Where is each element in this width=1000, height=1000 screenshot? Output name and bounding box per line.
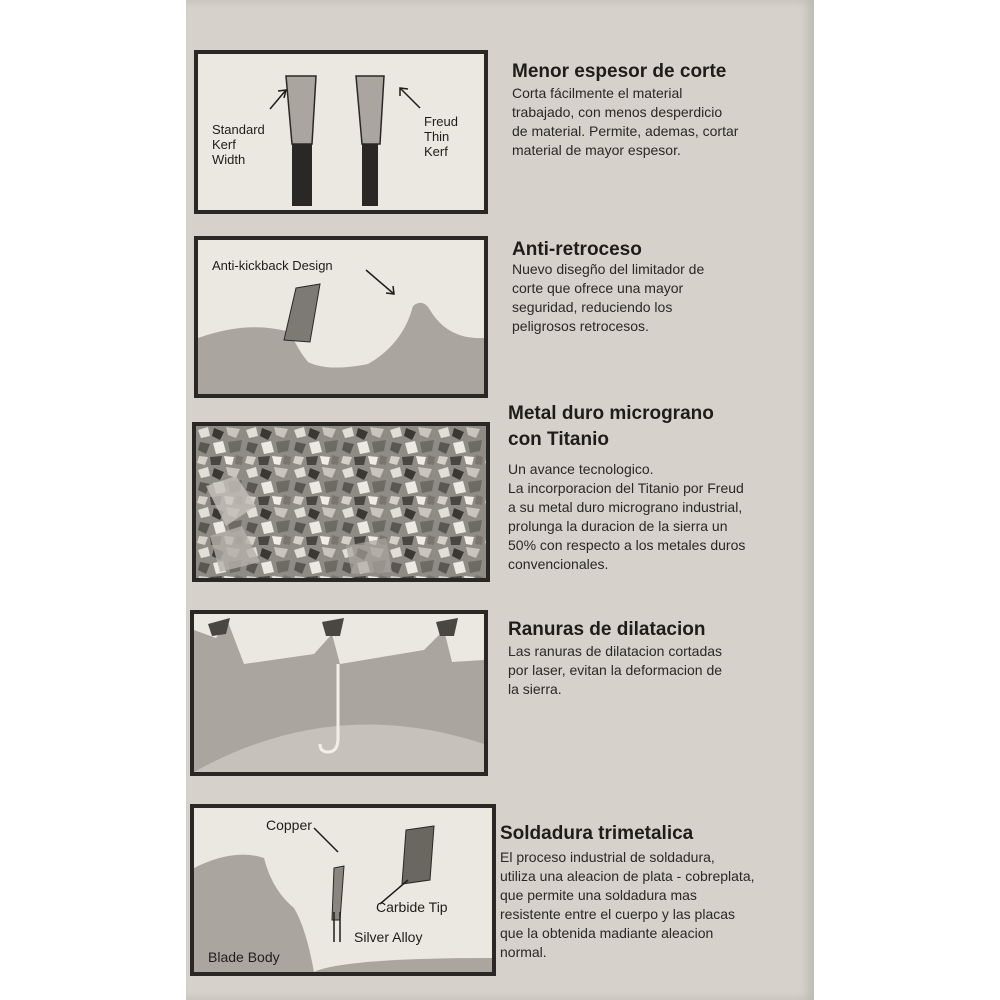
section-5-heading: Soldadura trimetalica	[500, 823, 694, 844]
carbide-tip-label: Carbide Tip	[376, 899, 448, 915]
trimetal-brazing-illustration	[194, 808, 492, 972]
anti-kickback-diagram	[194, 236, 488, 398]
freud-thin-kerf-label-line3: Kerf	[424, 144, 448, 159]
section-1-heading: Menor espesor de corte	[512, 61, 727, 82]
standard-kerf-label-line2: Kerf	[212, 137, 236, 152]
silver-alloy-label: Silver Alloy	[354, 929, 423, 945]
section-5-body: El proceso industrial de soldadura, utiliza una aleacion de plata - cobreplata, que permite una soldadura mas resistente entre el cuerpo y las placas que la obtenida madiante aleacion normal.	[500, 849, 755, 960]
freud-thin-kerf-label-line2: Thin	[424, 129, 450, 144]
trimetal-brazing-diagram	[190, 804, 496, 976]
section-2-body: Nuevo disegño del limitador de corte que ofrece una mayor seguridad, reduciendo los peligrosos retrocesos.	[512, 261, 705, 334]
anti-kickback-illustration	[198, 240, 484, 394]
section-1-body: Corta fácilmente el material trabajado, con menos desperdicio de material. Permite, ademas, cortar material de mayor espesor.	[512, 85, 739, 158]
blade-body-label: Blade Body	[208, 949, 280, 965]
anti-kickback-caption: Anti-kickback Design	[212, 258, 333, 273]
kerf-width-illustration	[198, 54, 484, 210]
section-3-body: Un avance tecnologico. La incorporacion del Titanio por Freud a su metal duro micrograno industrial, prolunga la duracion de la sierra un 50% con respecto a los metales duros convencionales.	[508, 461, 746, 572]
micrograin-texture-panel	[192, 422, 490, 582]
section-4-heading: Ranuras de dilatacion	[508, 619, 706, 640]
kerf-width-diagram	[194, 50, 488, 214]
standard-kerf-label-line1: Standard	[212, 122, 265, 137]
expansion-slot-illustration	[194, 614, 484, 772]
section-4-body: Las ranuras de dilatacion cortadas por laser, evitan la deformacion de la sierra.	[508, 643, 723, 697]
section-2-heading: Anti-retroceso	[512, 239, 642, 260]
micrograin-texture	[196, 426, 486, 578]
section-3-heading-line2: con Titanio	[508, 429, 609, 450]
expansion-slot-diagram	[190, 610, 488, 776]
copper-label: Copper	[266, 817, 312, 833]
standard-kerf-label-line3: Width	[212, 152, 246, 167]
section-3-heading-line1: Metal duro micrograno	[508, 403, 714, 424]
freud-thin-kerf-label-line1: Freud	[424, 114, 458, 129]
brochure-page	[186, 0, 814, 1000]
